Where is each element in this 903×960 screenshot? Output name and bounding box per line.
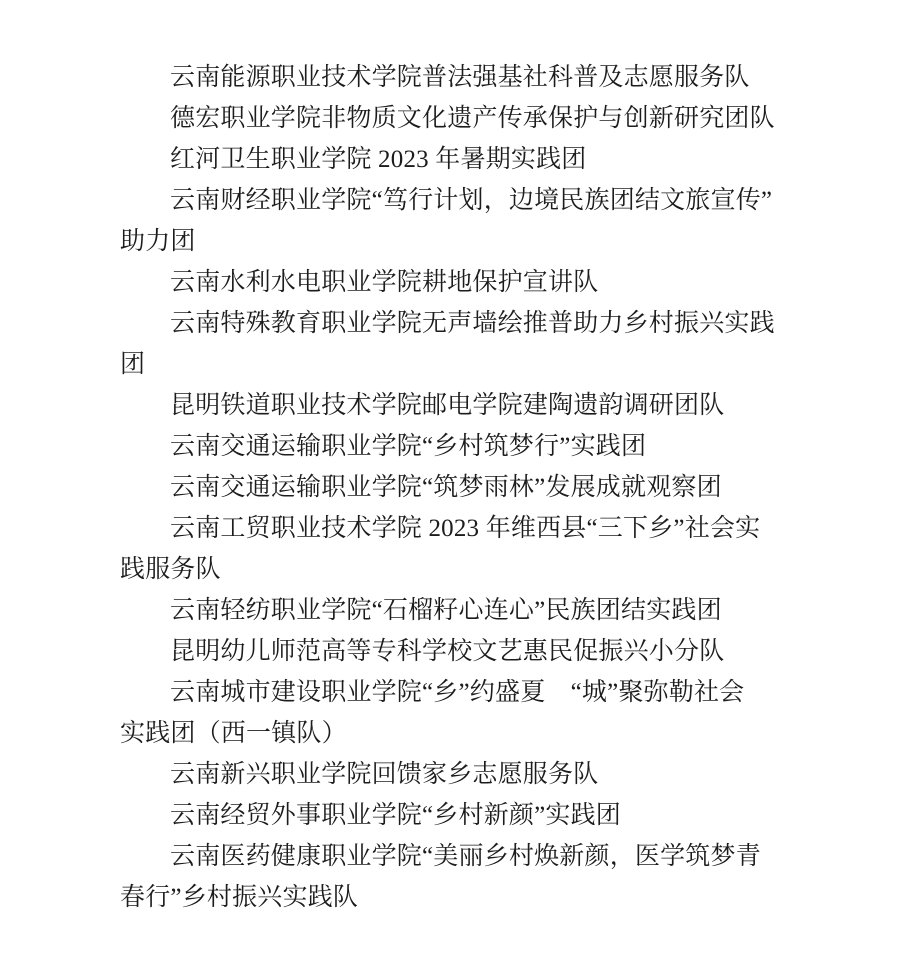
team-line-continuation: 团	[120, 351, 146, 378]
team-line: 云南经贸外事职业学院“乡村新颜”实践团	[170, 802, 621, 829]
team-line-continuation: 实践团（西一镇队）	[120, 720, 347, 747]
team-line: 云南水利水电职业学院耕地保护宣讲队	[170, 269, 599, 296]
team-line: 德宏职业学院非物质文化遗产传承保护与创新研究团队	[170, 105, 775, 132]
team-line: 云南交通运输职业学院“筑梦雨林”发展成就观察团	[170, 474, 722, 501]
team-line-continuation: 践服务队	[120, 556, 221, 583]
team-line: 云南工贸职业技术学院 2023 年维西县“三下乡”社会实	[170, 515, 761, 542]
team-line: 云南特殊教育职业学院无声墙绘推普助力乡村振兴实践	[170, 310, 775, 337]
team-line: 云南交通运输职业学院“乡村筑梦行”实践团	[170, 433, 647, 460]
team-line-continuation: 助力团	[120, 228, 196, 255]
team-line: 云南财经职业学院“笃行计划，边境民族团结文旅宣传”	[170, 187, 773, 214]
team-line: 昆明铁道职业技术学院邮电学院建陶遗韵调研团队	[170, 392, 725, 419]
team-line: 红河卫生职业学院 2023 年暑期实践团	[170, 146, 587, 173]
team-list	[120, 57, 802, 918]
team-line: 云南城市建设职业学院“乡”约盛夏 “城”聚弥勒社会	[170, 679, 745, 706]
team-line-continuation: 春行”乡村振兴实践队	[120, 884, 359, 911]
team-line: 昆明幼儿师范高等专科学校文艺惠民促振兴小分队	[170, 638, 725, 665]
team-line: 云南新兴职业学院回馈家乡志愿服务队	[170, 761, 599, 788]
team-line: 云南能源职业技术学院普法强基社科普及志愿服务队	[170, 64, 750, 91]
team-line: 云南轻纺职业学院“石榴籽心连心”民族团结实践团	[170, 597, 722, 624]
team-line: 云南医药健康职业学院“美丽乡村焕新颜，医学筑梦青	[170, 843, 761, 870]
